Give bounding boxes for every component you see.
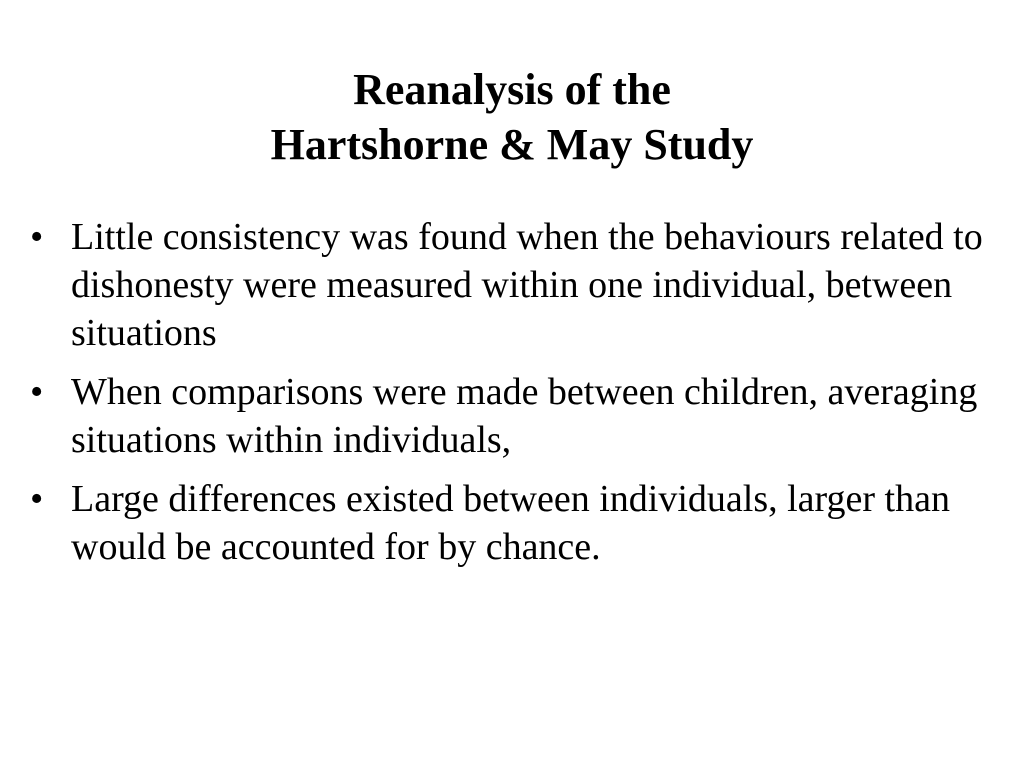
bullet-text: Little consistency was found when the behaviours related to dishonesty were measured within one individual, between situations — [71, 216, 983, 354]
bullet-list — [30, 213, 1000, 582]
bullet-text: Large differences existed between individuals, larger than would be accounted for by chance. — [71, 478, 950, 568]
bullet-dot-icon: • — [30, 478, 44, 520]
title-line-1: Reanalysis of the — [353, 65, 671, 114]
slide-title — [0, 62, 1024, 172]
bullet-item — [30, 368, 1000, 464]
bullet-dot-icon: • — [30, 371, 44, 413]
bullet-text: When comparisons were made between children, averaging situations within individuals, — [71, 371, 978, 461]
bullet-item — [30, 475, 1000, 571]
bullet-item — [30, 213, 1000, 357]
bullet-dot-icon: • — [30, 216, 44, 258]
title-line-2: Hartshorne & May Study — [270, 120, 754, 169]
